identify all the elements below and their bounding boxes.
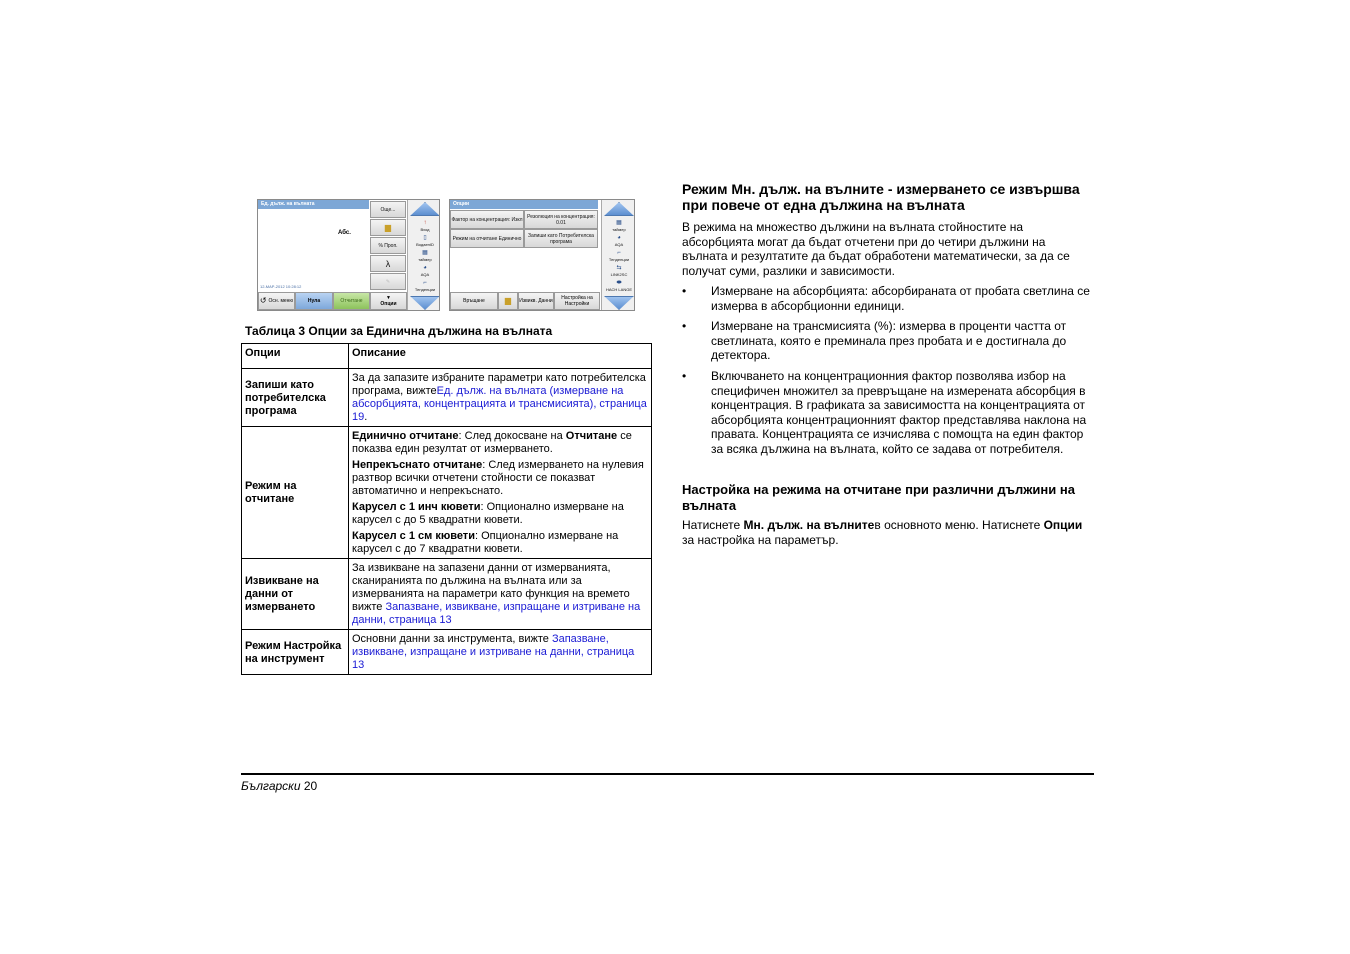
aqa-icon: ◕ [423, 265, 427, 271]
read-button[interactable]: Отчитане [333, 292, 370, 310]
table-caption: Таблица 3 Опции за Единична дължина на вълната [245, 324, 553, 338]
aqa-icon: ◕ [617, 235, 621, 241]
recall-data-button[interactable]: Извикв. Данни [518, 292, 554, 310]
screen-title: Ед. дълж. на вълната [258, 200, 369, 209]
side-nav [601, 200, 635, 311]
section-heading-read-mode-setup: Настройка на режима на отчитане при различни дължини на вълната [682, 482, 1075, 513]
trend-icon: ⌐ [617, 250, 621, 256]
instrument-setup-button[interactable]: Настройка на Настройки [554, 292, 600, 310]
option-name: Извикване на данни от измерването [242, 559, 349, 630]
chevron-down-icon: ▼ [386, 295, 391, 301]
option-description: За да запазите избраните параметри като потребителска програма, вижтеЕд. дълж. на вълната (измерване на абсорбцията, концентрацията и трансмисията), страница 19. [349, 369, 652, 427]
return-button[interactable]: Връщане [450, 292, 498, 310]
hach-logo-icon: ⬬ [616, 280, 622, 286]
screenshot-single-wavelength [257, 199, 440, 311]
bullet-marker: • [682, 369, 687, 383]
nav-item-aqa[interactable]: ◕ AQA [614, 235, 624, 247]
column-header-description: Описание [349, 344, 652, 369]
nav-item-enter[interactable]: ↑ Вход [420, 220, 430, 232]
scroll-up-icon[interactable] [410, 202, 440, 216]
screenshot-options [449, 199, 635, 311]
nav-item-trends[interactable]: ⌐ Тенденции [414, 280, 436, 292]
options-table [241, 343, 652, 675]
page-number: 20 [303, 779, 318, 793]
nav-item-link2sc[interactable]: ⇆ LINK2SC [610, 265, 628, 277]
folder-icon: ▆ [384, 222, 392, 232]
footer-rule [241, 773, 1094, 775]
table-row [242, 427, 652, 559]
bullet-marker: • [682, 284, 687, 298]
intro-paragraph: В режима на множество дължини на вълната стойностите на абсорбцията могат да бъдат отчетени при до четири дължини на вълната и резултатите да бъдат обработени математически, за да се получат суми, разлики и зависимости. [682, 220, 1070, 278]
bullet-marker: • [682, 319, 687, 333]
nav-item-sample-id[interactable]: ▯ ВодаенID [416, 235, 434, 247]
cross-reference-link[interactable]: Запазване, извикване, изпращане и изтриване на данни, страница 13 [352, 633, 635, 671]
datetime-label: 12-МАР-2012 10:28:12 [260, 284, 302, 289]
scroll-up-icon[interactable] [604, 202, 634, 216]
scroll-down-icon[interactable] [410, 296, 440, 310]
cross-reference-link[interactable]: Запазване, извикване, изпращане и изтриване на данни, страница 13 [352, 601, 641, 626]
enter-icon: ↑ [423, 220, 427, 226]
bottom-bar [450, 292, 600, 310]
nav-item-trends[interactable]: ⌐ Тенденции [608, 250, 630, 262]
option-description: Основни данни за инструмента, вижте Запазване, извикване, изпращане и изтриване на данни, страница 13 [349, 630, 652, 675]
back-icon: ↺ [259, 296, 267, 305]
more-button[interactable]: Още... [370, 201, 406, 218]
zero-button[interactable]: Нула [295, 292, 333, 310]
page-footer [241, 779, 317, 793]
scroll-down-icon[interactable] [604, 296, 634, 310]
instruction-paragraph: Натиснете Мн. дълж. на вълнитев основното меню. Натиснете Опции за настройка на параметър. [682, 518, 1083, 547]
conc-factor-button[interactable]: Фактор на концентрация: Изкл [450, 210, 524, 229]
save-folder-button[interactable] [370, 219, 406, 236]
save-folder-button[interactable] [498, 292, 518, 310]
section-heading-multi-wavelength: Режим Мн. дълж. на вълните - измерването се извършва при повече от една дължина на вълната [682, 181, 1080, 213]
footer-language: Български [241, 779, 301, 793]
cross-reference-link[interactable]: Ед. дълж. на вълната (измерване на абсорбцията, концентрацията и трансмисията), страница 19 [352, 385, 647, 423]
lambda-button[interactable]: λ [370, 255, 406, 272]
option-description: Единично отчитане: След докосване на Отчитане се показва един резултат от измерването. Непрекъснато отчитане: След измерването на нулевия разтвор всички отчетени стойности се показват автоматично и непрекъснато. Карусел с 1 инч кювети: Опционално измерване на карусел с до 5 квадратни кювети. Карусел с 1 см кювети: Опционално измерване на карусел с до 7 квадратни кювети. [349, 427, 652, 559]
nav-item-timer[interactable]: ▦ таймер [418, 250, 432, 262]
screen-title: Опции [450, 200, 598, 209]
option-name: Режим Настройка на инструмент [242, 630, 349, 675]
link-icon: ⇆ [616, 265, 622, 271]
table-header-row [242, 344, 652, 369]
column-header-options: Опции [242, 344, 349, 369]
bottle-icon: ▯ [423, 235, 427, 241]
option-description: За извикване на запазени данни от измерванията, сканиранията по дължина на вълната или за измерванията на параметри като функция на времето вижте Запазване, извикване, изпращане и изтриване на данни, страница 13 [349, 559, 652, 630]
read-mode-button[interactable]: Режим на отчитане Единично [450, 229, 524, 248]
nav-item-hach-lange[interactable]: ⬬ HACH LANGE [605, 280, 632, 292]
conc-resolution-button[interactable]: Резолюция на концентрация: 0.01 [524, 210, 598, 229]
option-name: Режим на отчитане [242, 427, 349, 559]
table-row [242, 369, 652, 427]
bottom-bar [258, 292, 407, 310]
timer-icon: ▦ [422, 250, 428, 256]
timer-icon: ▦ [616, 220, 622, 226]
pen-icon: ✎ [385, 278, 391, 285]
nav-item-timer[interactable]: ▦ таймер [612, 220, 626, 232]
table-row [242, 630, 652, 675]
save-user-program-button[interactable]: Запиши като Потребителска програма [524, 229, 598, 248]
side-nav [407, 200, 440, 311]
folder-icon: ▆ [504, 296, 512, 305]
main-menu-button[interactable]: ↺ Осн. меню [258, 292, 295, 310]
option-name: Запиши като потребителска програма [242, 369, 349, 427]
nav-item-aqa[interactable]: ◕ AQA [420, 265, 430, 277]
abs-label: Абс. [338, 230, 351, 236]
disabled-button [370, 273, 406, 290]
table-row [242, 559, 652, 630]
options-button[interactable]: ▼ Опции [370, 292, 407, 310]
transmission-button[interactable]: % Проп. [370, 237, 406, 254]
trend-icon: ⌐ [423, 280, 427, 286]
